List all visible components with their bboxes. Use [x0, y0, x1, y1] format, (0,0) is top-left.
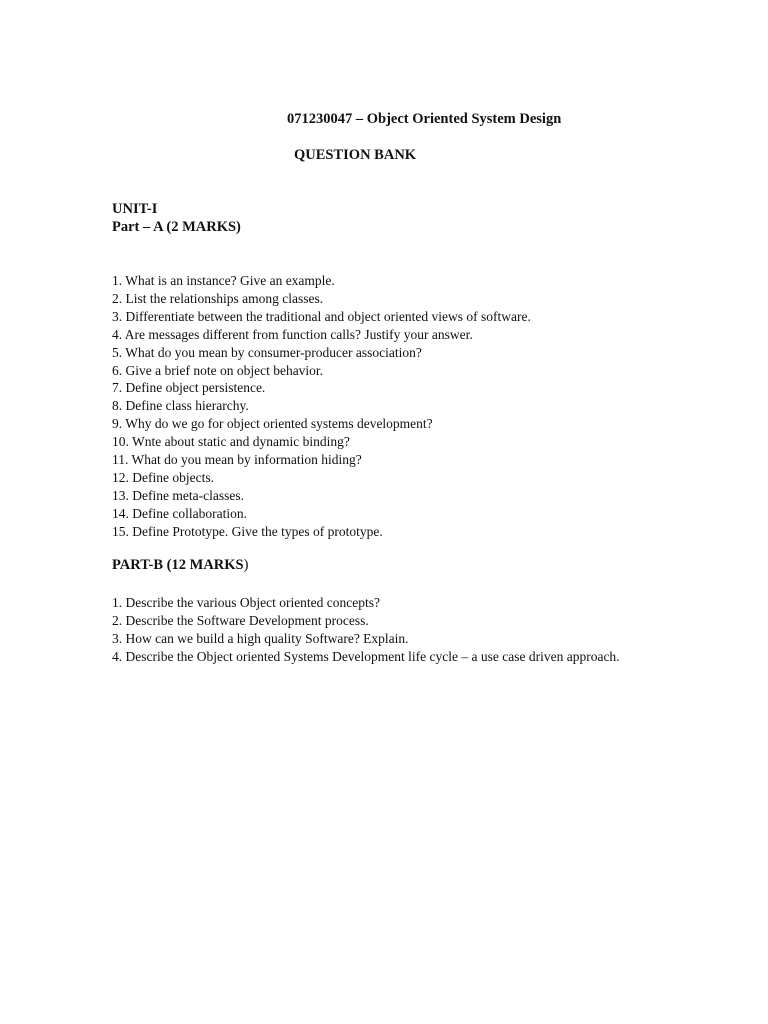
question-item: 1. Describe the various Object oriented concepts? [112, 595, 381, 610]
question-item: 2. Describe the Software Development process. [112, 612, 369, 628]
part-b-heading-text: PART-B (12 MARKS [112, 557, 244, 573]
question-item: 7. Define object persistence. [112, 380, 266, 396]
question-item: 11. What do you mean by information hiding? [112, 452, 362, 468]
question-item: 1. What is an instance? Give an example. [112, 273, 335, 288]
question-item: 8. Define class hierarchy. [112, 398, 249, 414]
question-bank-title: QUESTION BANK [294, 147, 417, 163]
part-a-question-list [112, 272, 652, 541]
question-item: 10. Wnte about static and dynamic binding? [112, 434, 350, 450]
part-a-heading: Part – A (2 MARKS) [112, 219, 241, 235]
question-item: 15. Define Prototype. Give the types of prototype. [112, 523, 383, 539]
unit-heading-block [112, 200, 241, 236]
part-b-heading [112, 557, 248, 574]
question-item: 5. What do you mean by consumer-producer association? [112, 344, 422, 360]
question-item: 13. Define meta-classes. [112, 487, 244, 503]
part-b-question-list [112, 594, 652, 666]
question-item: 4. Are messages different from function calls? Justify your answer. [112, 326, 473, 342]
question-item: 14. Define collaboration. [112, 505, 247, 521]
question-item: 3. How can we build a high quality Software? Explain. [112, 630, 409, 646]
question-item: 4. Describe the Object oriented Systems Development life cycle – a use case driven approach. [112, 648, 620, 664]
question-item: 9. Why do we go for object oriented systems development? [112, 416, 433, 432]
question-item: 3. Differentiate between the traditional and object oriented views of software. [112, 308, 531, 324]
part-b-heading-paren: ) [243, 557, 249, 573]
question-item: 6. Give a brief note on object behavior. [112, 362, 324, 378]
question-item: 2. List the relationships among classes. [112, 290, 324, 306]
question-item: 12. Define objects. [112, 469, 214, 485]
course-title: 071230047 – Object Oriented System Design [287, 111, 562, 127]
unit-title: UNIT-I [112, 201, 158, 217]
